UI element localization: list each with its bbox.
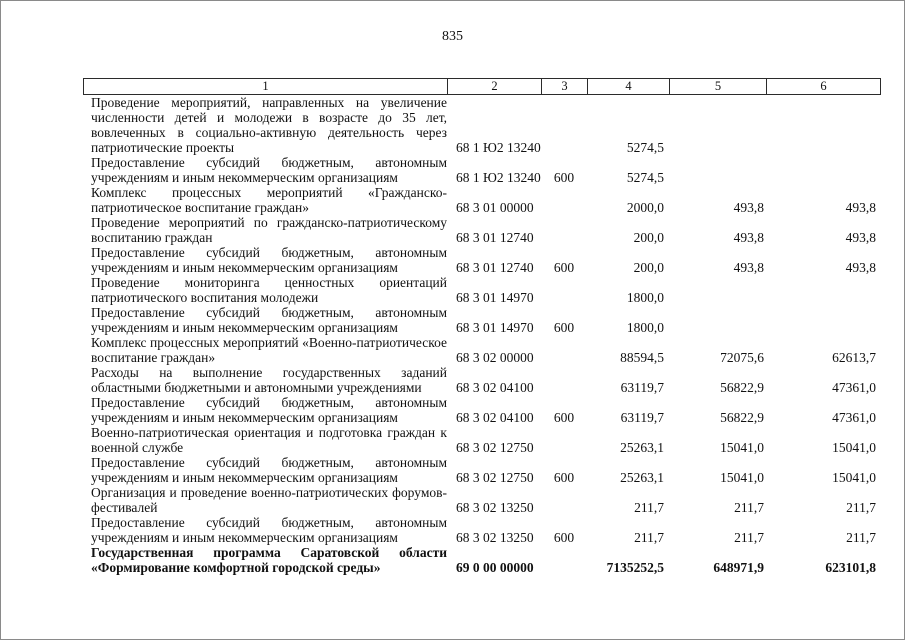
table-row xyxy=(83,305,881,335)
row-amount-col5: 72075,6 xyxy=(720,350,764,365)
row-budget-code: 68 3 01 14970 xyxy=(456,320,534,335)
row-amount-col4: 25263,1 xyxy=(620,470,664,485)
row-amount-col6: 211,7 xyxy=(846,500,876,515)
row-name: Государственная программа Саратовской области «Формирование комфортной городской среды» xyxy=(91,545,447,575)
row-amount-col6: 15041,0 xyxy=(832,470,876,485)
budget-table xyxy=(83,78,881,575)
row-amount-col6: 62613,7 xyxy=(832,350,876,365)
row-amount-col6: 47361,0 xyxy=(832,380,876,395)
row-name: Военно-патриотическая ориентация и подготовка граждан к военной службе xyxy=(91,425,447,455)
row-amount-col4: 63119,7 xyxy=(620,380,664,395)
row-budget-code: 68 1 Ю2 13240 xyxy=(456,170,541,185)
row-amount-col4: 7135252,5 xyxy=(606,560,664,575)
row-amount-col6: 47361,0 xyxy=(832,410,876,425)
table-header-row xyxy=(83,78,881,95)
row-name: Комплекс процессных мероприятий «Военно-патриотическое воспитание граждан» xyxy=(91,335,447,365)
table-row xyxy=(83,485,881,515)
row-amount-col4: 5274,5 xyxy=(626,170,664,185)
table-row xyxy=(83,215,881,245)
row-amount-col5: 56822,9 xyxy=(720,380,764,395)
row-name: Проведение мероприятий по гражданско-патриотическому воспитанию граждан xyxy=(91,215,447,245)
row-name: Предоставление субсидий бюджетным, автономным учреждениям и иным некоммерческим организациям xyxy=(91,455,447,485)
column-header-4: 4 xyxy=(587,78,669,95)
column-header-2: 2 xyxy=(447,78,541,95)
row-amount-col6: 623101,8 xyxy=(825,560,876,575)
table-row xyxy=(83,425,881,455)
row-budget-code: 68 3 01 00000 xyxy=(456,200,534,215)
row-amount-col5: 15041,0 xyxy=(720,440,764,455)
row-amount-col4: 1800,0 xyxy=(626,290,664,305)
row-amount-col4: 200,0 xyxy=(633,230,664,245)
row-amount-col5: 648971,9 xyxy=(713,560,764,575)
row-name: Предоставление субсидий бюджетным, автономным учреждениям и иным некоммерческим организациям xyxy=(91,305,447,335)
row-budget-code: 68 1 Ю2 13240 xyxy=(456,140,541,155)
row-amount-col4: 211,7 xyxy=(634,500,664,515)
row-name: Комплекс процессных мероприятий «Гражданско-патриотическое воспитание граждан» xyxy=(91,185,447,215)
row-amount-col6: 493,8 xyxy=(845,260,876,275)
row-amount-col4: 1800,0 xyxy=(626,320,664,335)
row-amount-col5: 56822,9 xyxy=(720,410,764,425)
row-amount-col6: 15041,0 xyxy=(832,440,876,455)
row-name: Предоставление субсидий бюджетным, автономным учреждениям и иным некоммерческим организациям xyxy=(91,515,447,545)
column-header-1: 1 xyxy=(83,78,447,95)
row-amount-col4: 63119,7 xyxy=(620,410,664,425)
row-budget-code: 68 3 02 13250 xyxy=(456,500,534,515)
row-budget-code: 68 3 01 12740 xyxy=(456,230,534,245)
row-name: Проведение мероприятий, направленных на увеличение численности детей и молодежи в возрасте до 35 лет, вовлеченных в социально-активную деятельность через патриотические проекты xyxy=(91,95,447,155)
table-row xyxy=(83,95,881,155)
row-expense-type: 600 xyxy=(553,170,575,185)
table-row xyxy=(83,395,881,425)
table-row xyxy=(83,365,881,395)
row-budget-code: 68 3 02 13250 xyxy=(456,530,534,545)
row-expense-type: 600 xyxy=(553,320,575,335)
row-amount-col4: 2000,0 xyxy=(626,200,664,215)
row-amount-col5: 15041,0 xyxy=(720,470,764,485)
row-expense-type: 600 xyxy=(553,530,575,545)
column-header-6: 6 xyxy=(766,78,881,95)
row-expense-type: 600 xyxy=(553,260,575,275)
row-name: Предоставление субсидий бюджетным, автономным учреждениям и иным некоммерческим организациям xyxy=(91,155,447,185)
page-number: 835 xyxy=(442,29,463,44)
row-amount-col5: 211,7 xyxy=(734,500,764,515)
row-budget-code: 68 3 02 04100 xyxy=(456,410,534,425)
row-amount-col4: 88594,5 xyxy=(620,350,664,365)
row-amount-col6: 493,8 xyxy=(845,230,876,245)
row-name: Организация и проведение военно-патриотических форумов-фестивалей xyxy=(91,485,447,515)
row-budget-code: 68 3 02 12750 xyxy=(456,470,534,485)
row-amount-col5: 493,8 xyxy=(733,230,764,245)
row-budget-code: 68 3 02 04100 xyxy=(456,380,534,395)
table-row xyxy=(83,185,881,215)
row-name: Предоставление субсидий бюджетным, автономным учреждениям и иным некоммерческим организациям xyxy=(91,245,447,275)
row-amount-col4: 5274,5 xyxy=(626,140,664,155)
row-name: Расходы на выполнение государственных заданий областными бюджетными и автономными учреждениями xyxy=(91,365,447,395)
row-amount-col6: 493,8 xyxy=(845,200,876,215)
table-row xyxy=(83,275,881,305)
row-budget-code: 68 3 02 12750 xyxy=(456,440,534,455)
row-amount-col4: 200,0 xyxy=(633,260,664,275)
row-budget-code: 68 3 01 12740 xyxy=(456,260,534,275)
table-row xyxy=(83,245,881,275)
row-name: Проведение мониторинга ценностных ориентаций патриотического воспитания молодежи xyxy=(91,275,447,305)
table-row xyxy=(83,545,881,575)
row-expense-type: 600 xyxy=(553,470,575,485)
row-budget-code: 68 3 01 14970 xyxy=(456,290,534,305)
table-row xyxy=(83,155,881,185)
row-name: Предоставление субсидий бюджетным, автономным учреждениям и иным некоммерческим организациям xyxy=(91,395,447,425)
row-budget-code: 69 0 00 00000 xyxy=(456,560,534,575)
row-expense-type: 600 xyxy=(553,410,575,425)
row-amount-col5: 493,8 xyxy=(733,260,764,275)
row-amount-col6: 211,7 xyxy=(846,530,876,545)
row-amount-col5: 493,8 xyxy=(733,200,764,215)
table-row xyxy=(83,515,881,545)
table-row xyxy=(83,335,881,365)
row-budget-code: 68 3 02 00000 xyxy=(456,350,534,365)
row-amount-col4: 211,7 xyxy=(634,530,664,545)
table-row xyxy=(83,455,881,485)
row-amount-col4: 25263,1 xyxy=(620,440,664,455)
column-header-5: 5 xyxy=(669,78,766,95)
column-header-3: 3 xyxy=(541,78,587,95)
table-body xyxy=(83,95,881,575)
row-amount-col5: 211,7 xyxy=(734,530,764,545)
